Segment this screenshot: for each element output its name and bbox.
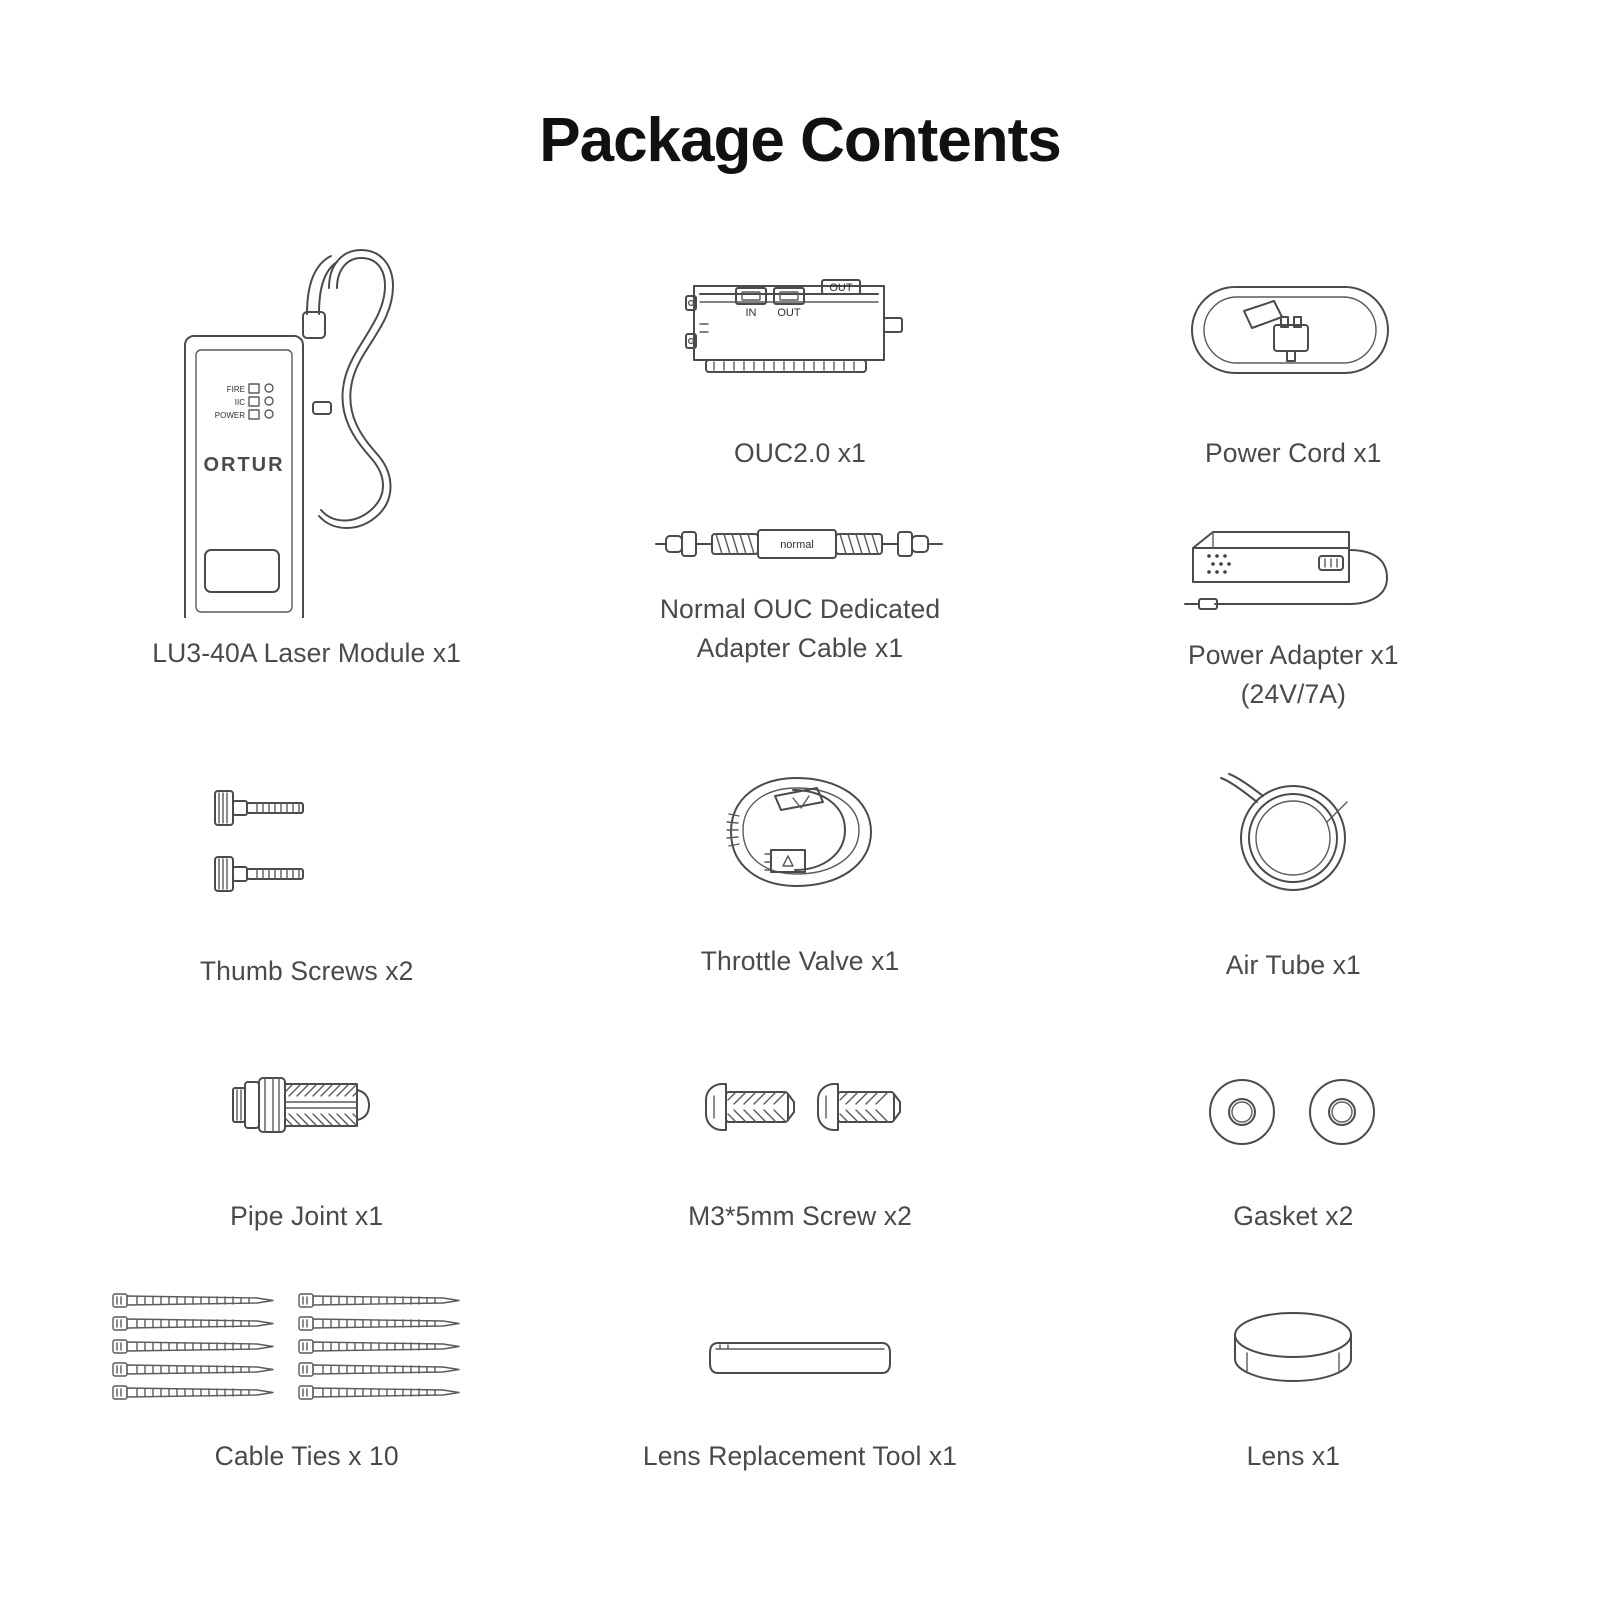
svg-text:FIRE: FIRE: [226, 385, 245, 394]
item-label: [1247, 1437, 1341, 1475]
lens-tool-icon: [700, 1235, 900, 1423]
throttle-valve-icon: [705, 710, 895, 928]
laser-module-icon: [147, 210, 467, 608]
item-label: [230, 1197, 383, 1235]
adapter-cable-icon: [650, 516, 950, 576]
item-label-line1: Gasket x2: [1233, 1200, 1354, 1231]
item-ouc2: [670, 210, 930, 472]
port-label-out-top: OUT: [829, 282, 853, 294]
item-label-line2: Adapter Cable x1: [696, 632, 904, 663]
item-pipe-joint: [60, 1005, 553, 1235]
air-tube-coil-icon: [1213, 710, 1373, 932]
item-label-line1: Normal OUC Dedicated: [659, 594, 941, 625]
power-cord-coil-icon: [1178, 210, 1408, 408]
item-label: [200, 952, 414, 990]
svg-text:POWER: POWER: [214, 411, 245, 420]
item-label-line1: Lens x1: [1246, 1440, 1341, 1471]
item-label: [1233, 1197, 1353, 1235]
item-label-line1: Air Tube x1: [1225, 950, 1361, 980]
item-label-line1: Cable Ties x 10: [214, 1440, 399, 1471]
led-indicator-group: [214, 384, 272, 420]
m3-screw-icon: [690, 1005, 910, 1183]
power-adapter-icon: [1173, 512, 1413, 622]
gasket-1: [1210, 1080, 1274, 1144]
gasket-icon: [1198, 1005, 1388, 1183]
item-label: [1226, 946, 1361, 984]
item-label-line1: Throttle Valve x1: [700, 946, 900, 976]
item-label: [1205, 434, 1382, 472]
thumb-screw-2: [215, 857, 303, 891]
item-label: [660, 590, 940, 667]
item-label-line2: (24V/7A): [1240, 678, 1347, 709]
port-label-out: OUT: [777, 307, 801, 319]
item-cable-ties: [60, 1235, 553, 1475]
vent-dots: [1208, 555, 1232, 575]
item-m3-screw: [553, 1005, 1046, 1235]
items-grid: [60, 210, 1540, 1475]
item-label-line1: Thumb Screws x2: [199, 956, 414, 986]
thumb-screw-1: [215, 791, 303, 825]
port-label-in: IN: [745, 307, 757, 319]
item-laser-module: [60, 210, 553, 710]
lens-icon: [1213, 1235, 1373, 1423]
item-label-line1: Pipe Joint x1: [230, 1200, 384, 1231]
item-adapter-cable: [650, 472, 950, 667]
item-label-line1: Power Adapter x1: [1187, 640, 1399, 671]
cable-tag-text: normal: [780, 539, 814, 552]
item-power-cord: [1178, 210, 1408, 472]
thumb-screw-icon: [187, 710, 427, 938]
item-column-right: [1047, 210, 1540, 710]
item-label-line1: Power Cord x1: [1205, 438, 1382, 468]
cable-tie-group-left: [113, 1294, 273, 1399]
item-label: [152, 634, 461, 672]
item-thumb-screws: [60, 710, 553, 1005]
item-label-line1: Lens Replacement Tool x1: [642, 1440, 958, 1471]
item-label: [643, 1437, 957, 1475]
item-label-line1: OUC2.0 x1: [733, 438, 866, 468]
ouc-controller-icon: [670, 210, 930, 408]
cable-tie-group-right: [299, 1294, 459, 1399]
page-title: Package Contents: [539, 106, 1061, 175]
m3-screw-2: [818, 1084, 900, 1130]
item-air-tube: [1047, 710, 1540, 1005]
item-gasket: [1047, 1005, 1540, 1235]
item-power-adapter: [1173, 472, 1413, 713]
pipe-joint-icon: [207, 1005, 407, 1183]
svg-text:IIC: IIC: [234, 398, 245, 407]
item-label-line1: LU3-40A Laser Module x1: [152, 638, 462, 668]
m3-screw-1: [706, 1084, 794, 1130]
item-column-middle: [553, 210, 1046, 710]
item-label-line1: M3*5mm Screw x2: [688, 1200, 912, 1231]
cable-tie-icon: [107, 1235, 507, 1423]
brand-text: ORTUR: [203, 454, 285, 476]
item-throttle-valve: [553, 710, 1046, 1005]
item-label: [1188, 636, 1399, 713]
item-label: [734, 434, 866, 472]
item-label: [215, 1437, 399, 1475]
item-label: [688, 1197, 912, 1235]
item-lens: [1047, 1235, 1540, 1475]
gasket-2: [1310, 1080, 1374, 1144]
item-label: [701, 942, 900, 980]
item-lens-replacement-tool: [553, 1235, 1046, 1475]
